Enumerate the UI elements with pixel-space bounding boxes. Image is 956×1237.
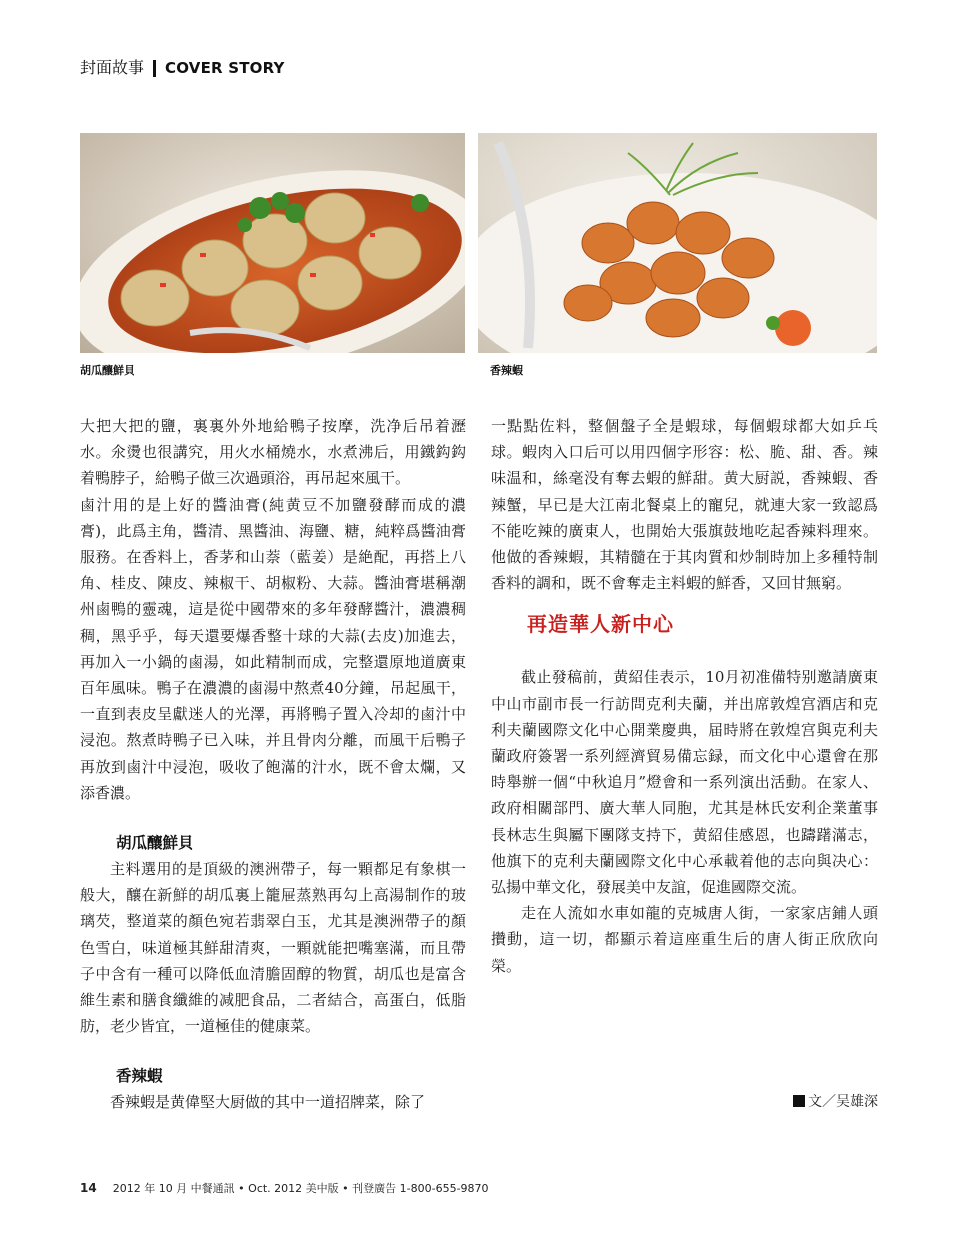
paragraph: 一點點佐料，整個盤子全是蝦球，每個蝦球都大如乒乓球。蝦肉入口后可以用四個字形容：松、脆、甜、香。辣味温和，絲毫没有奪去蝦的鮮甜。黄大厨説，香辣蝦、香辣蟹，早已是大江南北餐桌上的寵兒，就連大家一致認爲不能吃辣的廣東人，也開始大張旗鼓地吃起香辣料理來。他做的香辣蝦，其精髓在于其肉質和炒制時加上多種特制香料的調和，既不會奪走主料蝦的鮮香，又回甘無窮。 xyxy=(491,417,878,593)
subheading-shrimp: 香辣蝦 xyxy=(116,1067,163,1086)
header-divider xyxy=(153,60,156,77)
spicy-shrimp-photo xyxy=(478,133,877,353)
section-label-en: COVER STORY xyxy=(165,59,285,77)
left-column xyxy=(80,413,466,1116)
page-number: 14 xyxy=(80,1181,97,1195)
paragraph: 香辣蝦是黄偉堅大厨做的其中一道招牌菜，除了 xyxy=(110,1093,426,1112)
square-icon xyxy=(793,1095,805,1107)
paragraph: 截止發稿前，黄紹佳表示，10月初准備特别邀請廣東中山市副市長一行訪問克利夫蘭，并出席敦煌宫酒店和克利夫蘭國際文化中心開業慶典，届時將在敦煌宫與克利夫蘭政府簽署一系列經濟貿易備忘録，而文化中心還會在那時舉辦一個“中秋追月”燈會和一系列演出活動。在家人、政府相關部門、廣大華人同胞，尤其是林氏安利企業董事長林志生與屬下團隊支持下，黄紹佳感恩，也躊躇滿志，他旗下的克利夫蘭國際文化中心承載着他的志向與决心：弘揚中華文化，發展美中友誼，促進國際交流。 xyxy=(491,668,878,897)
section-label-cn: 封面故事 xyxy=(80,58,145,77)
page-footer xyxy=(80,1180,489,1196)
right-column xyxy=(491,413,878,979)
caption-shrimp: 香辣蝦 xyxy=(490,364,523,377)
paragraph: 鹵汁用的是上好的醬油膏(純黄豆不加鹽發酵而成的濃膏)，此爲主角，醬清、黑醬油、海鹽、糖，純粹爲醬油膏服務。在香料上，香茅和山萘（藍姜）是絶配，再搭上八角、桂皮、陳皮、辣椒干、胡椒粉、大蒜。醬油膏堪稱潮州鹵鴨的靈魂，這是從中國帶來的多年發酵醬汁，濃濃稠稠，黑乎乎，每天還要爆香整十球的大蒜(去皮)加進去，再加入一小鍋的鹵湯，如此精制而成，完整還原地道廣東百年風味。鴨子在濃濃的鹵湯中熬煮40分鐘，吊起風干，一直到表皮呈獻迷人的光澤，再將鴨子置入冷却的鹵汁中浸泡。熬煮時鴨子已入味，并且骨肉分離，而風干后鴨子再放到鹵汁中浸泡，吸收了飽滿的汁水，既不會太爛，又添香濃。 xyxy=(80,495,466,802)
byline xyxy=(760,1092,878,1112)
subheading-scallop: 胡瓜釀鮮貝 xyxy=(116,834,194,853)
footer-text: 2012 年 10 月 中餐通訊 • Oct. 2012 美中版 • 刊登廣告 1-800-655-9870 xyxy=(112,1182,489,1195)
caption-scallop: 胡瓜釀鮮貝 xyxy=(80,364,135,377)
section-header xyxy=(80,56,285,80)
paragraph: 走在人流如水車如龍的克城唐人街，一家家店鋪人頭攢動，這一切，都顯示着這座重生后的唐人街正欣欣向榮。 xyxy=(491,904,878,975)
scallop-dish-photo xyxy=(80,133,465,353)
paragraph: 大把大把的鹽，裏裏外外地給鴨子按摩，洗净后吊着瀝水。氽燙也很講究，用火水桶燒水，水煮沸后，用鐵鈎鈎着鴨脖子，給鴨子做三次過頭浴，再吊起來風干。 xyxy=(80,417,466,488)
byline-text: 文／吴雄深 xyxy=(808,1094,878,1110)
paragraph: 主料選用的是頂級的澳洲帶子，每一顆都足有象棋一般大，釀在新鮮的胡瓜裏上籠屉蒸熟再勾上高湯制作的玻璃芡，整道菜的顏色宛若翡翠白玉，尤其是澳洲帶子的顏色雪白，味道極其鮮甜清爽，一顆就能把嘴塞滿，而且帶子中含有一種可以降低血清膽固醇的物質，胡瓜也是富含維生素和膳食纖維的减肥食品，二者結合，高蛋白，低脂肪，老少皆宜，一道極佳的健康菜。 xyxy=(80,860,466,1036)
section-title: 再造華人新中心 xyxy=(527,612,674,637)
